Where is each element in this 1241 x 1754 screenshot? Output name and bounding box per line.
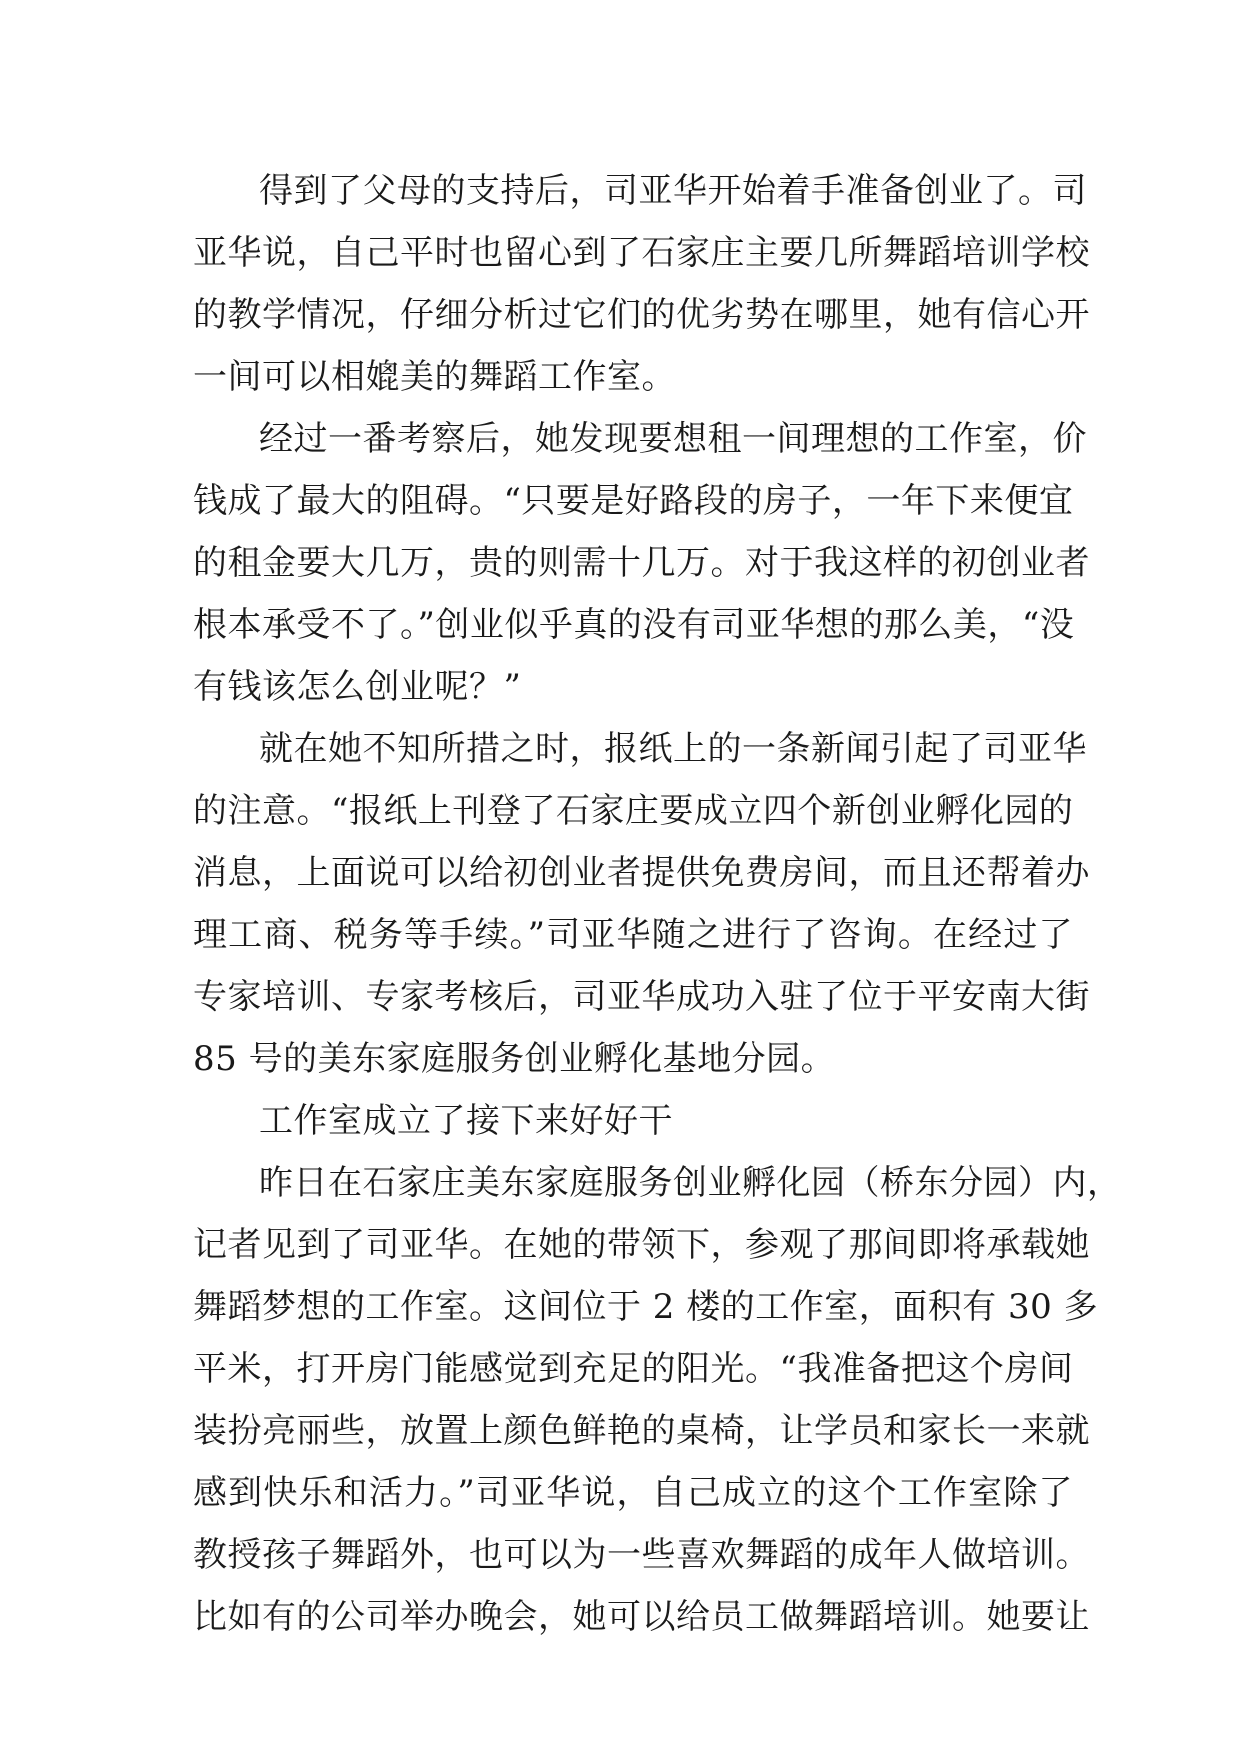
text-line: 教授孩子舞蹈外，也可以为一些喜欢舞蹈的成年人做培训。 xyxy=(193,1535,1090,1575)
text-line: 85 号的美东家庭服务创业孵化基地分园。 xyxy=(193,1039,836,1079)
text-line: 理工商、税务等手续。”司亚华随之进行了咨询。在经过了 xyxy=(193,915,1073,955)
text-line: 就在她不知所措之时，报纸上的一条新闻引起了司亚华 xyxy=(259,729,1087,769)
text-line: 专家培训、专家考核后，司亚华成功入驻了位于平安南大街 xyxy=(193,977,1090,1017)
text-line: 得到了父母的支持后，司亚华开始着手准备创业了。司 xyxy=(259,171,1087,211)
text-line: 亚华说，自己平时也留心到了石家庄主要几所舞蹈培训学校 xyxy=(193,233,1090,273)
text-line: 消息，上面说可以给初创业者提供免费房间，而且还帮着办 xyxy=(193,853,1090,893)
text-line: 舞蹈梦想的工作室。这间位于 2 楼的工作室，面积有 30 多 xyxy=(193,1287,1099,1327)
text-line: 的租金要大几万，贵的则需十几万。对于我这样的初创业者 xyxy=(193,543,1090,583)
text-line: 平米，打开房门能感觉到充足的阳光。“我准备把这个房间 xyxy=(193,1349,1074,1389)
article-body xyxy=(193,160,1122,1648)
text-line: 的教学情况，仔细分析过它们的优劣势在哪里，她有信心开 xyxy=(193,295,1090,335)
text-line: 比如有的公司举办晚会，她可以给员工做舞蹈培训。她要让 xyxy=(193,1597,1090,1637)
text-line: 经过一番考察后，她发现要想租一间理想的工作室，价 xyxy=(259,419,1087,459)
text-line: 昨日在石家庄美东家庭服务创业孵化园（桥东分园）内， xyxy=(259,1163,1122,1203)
text-line: 钱成了最大的阻碍。“只要是好路段的房子，一年下来便宜 xyxy=(193,481,1074,521)
text-line: 的注意。“报纸上刊登了石家庄要成立四个新创业孵化园的 xyxy=(193,791,1074,831)
text-line: 感到快乐和活力。”司亚华说，自己成立的这个工作室除了 xyxy=(193,1473,1073,1513)
text-line: 有钱该怎么创业呢？” xyxy=(193,667,522,707)
text-line: 装扮亮丽些，放置上颜色鲜艳的桌椅，让学员和家长一来就 xyxy=(193,1411,1090,1451)
text-line: 根本承受不了。”创业似乎真的没有司亚华想的那么美，“没 xyxy=(193,605,1075,645)
text-line: 记者见到了司亚华。在她的带领下，参观了那间即将承载她 xyxy=(193,1225,1090,1265)
text-line: 一间可以相媲美的舞蹈工作室。 xyxy=(193,357,676,397)
section-heading: 工作室成立了接下来好好干 xyxy=(259,1101,673,1141)
